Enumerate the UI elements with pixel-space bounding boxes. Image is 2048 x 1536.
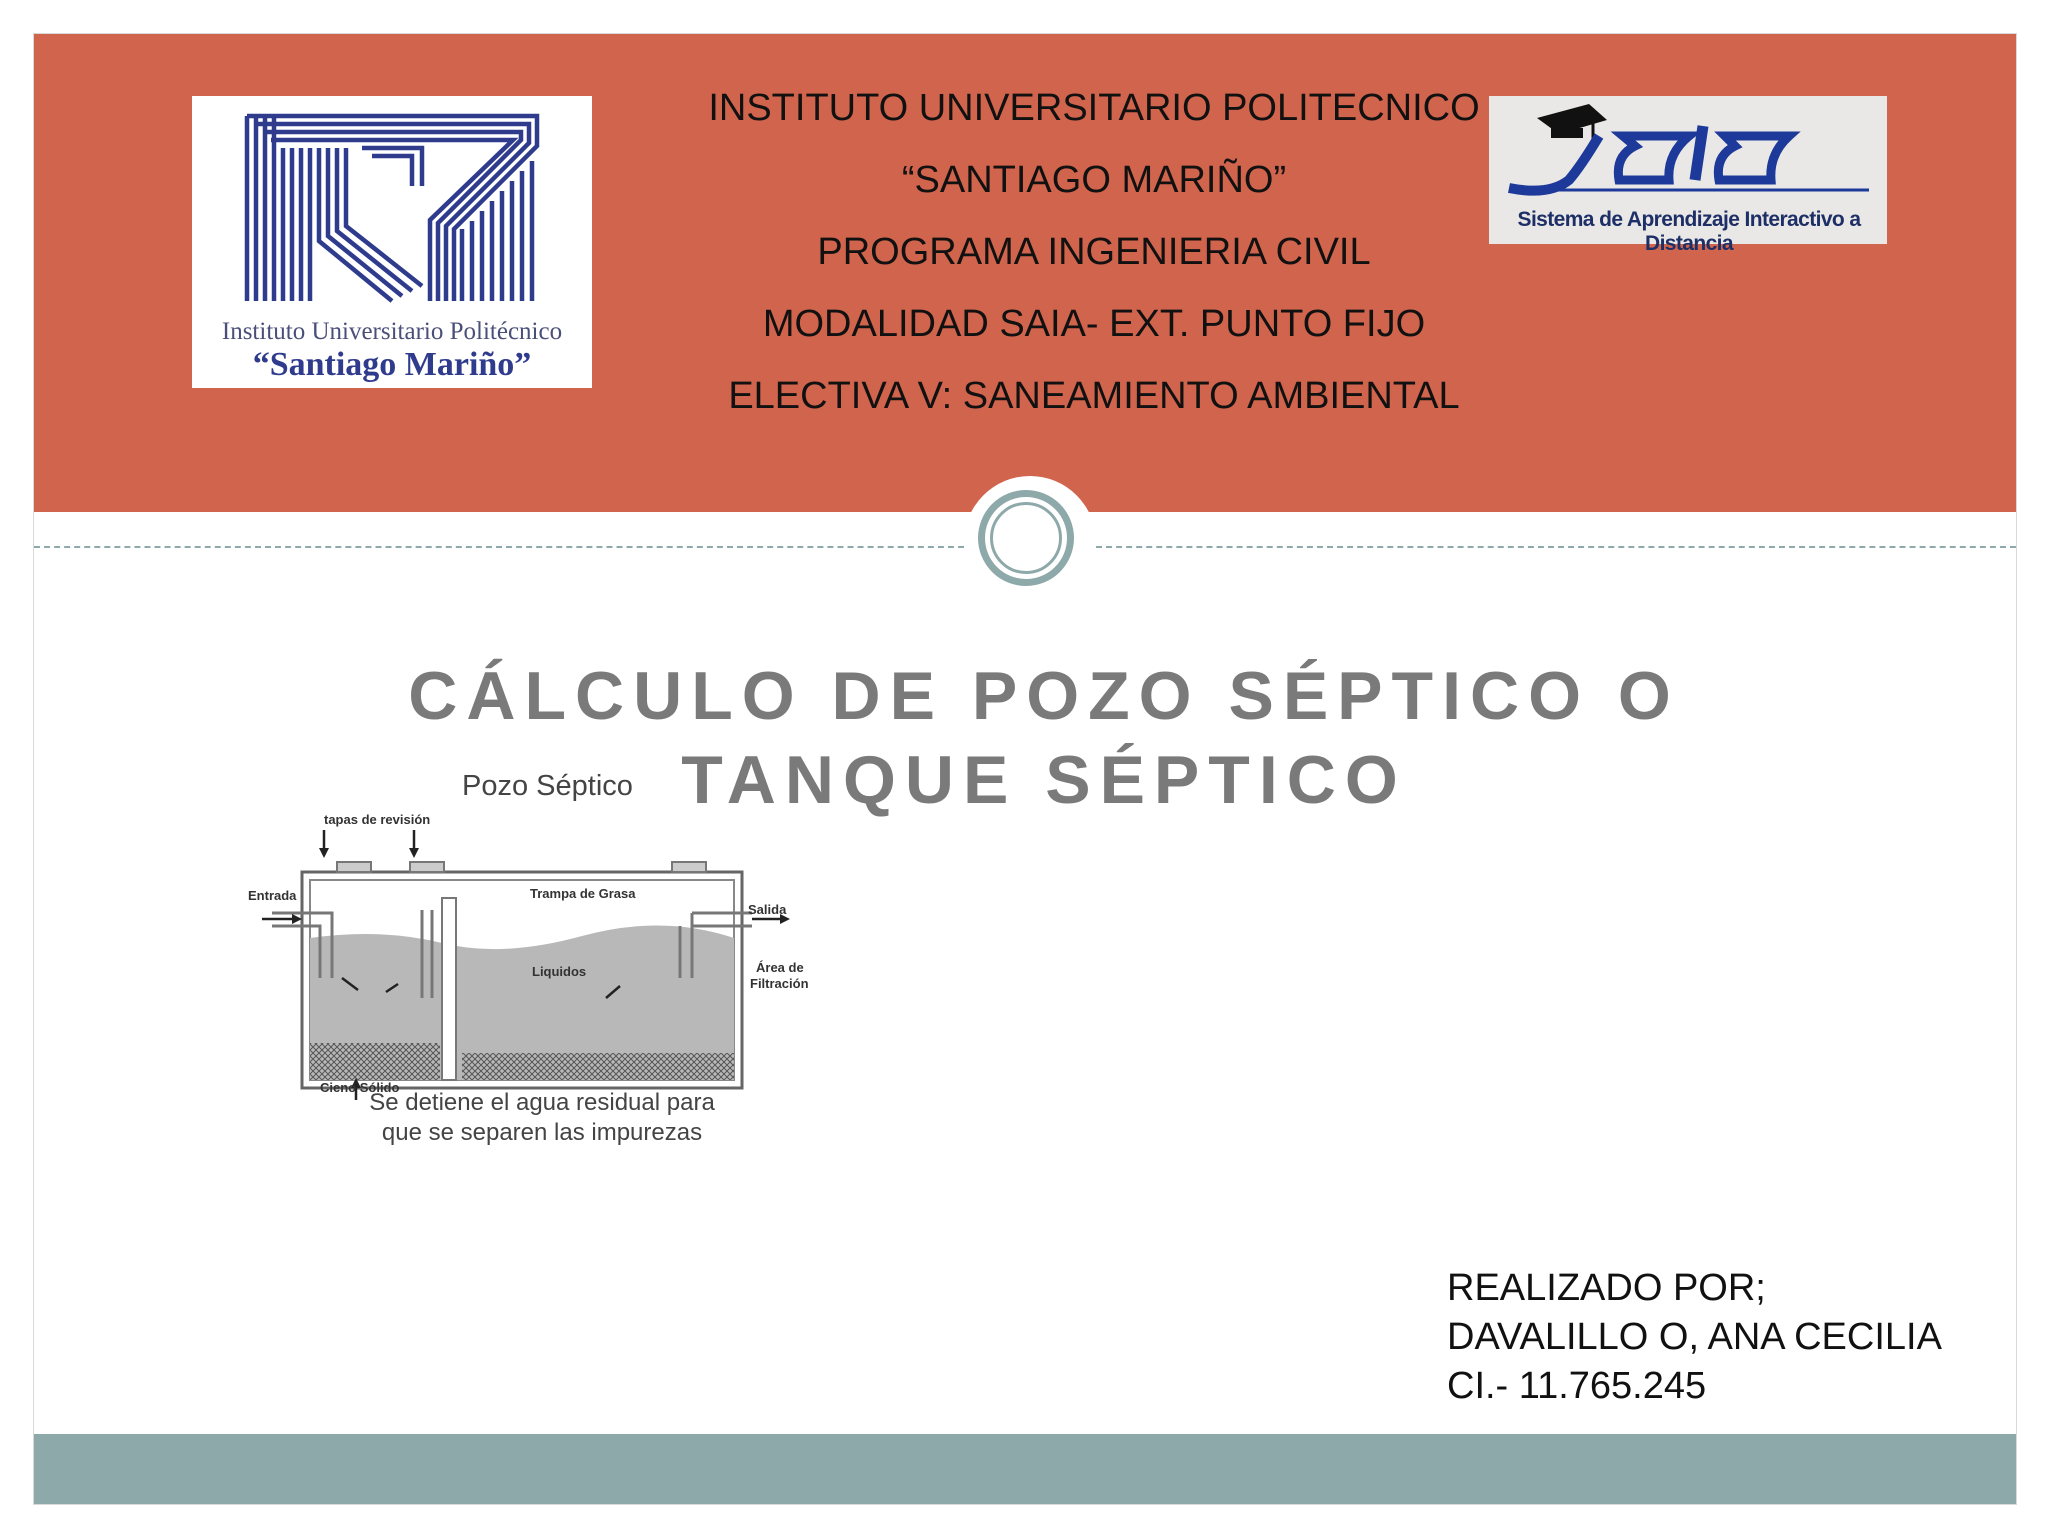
saia-logo	[1489, 96, 1887, 255]
title-line1: CÁLCULO DE POZO SÉPTICO O	[408, 658, 1680, 734]
caption-line2: que se separen las impurezas	[381, 1119, 703, 1146]
slide	[33, 33, 2017, 1505]
header-line-modality: MODALIDAD SAIA- EXT. PUNTO FIJO	[762, 303, 1426, 345]
credits-heading: REALIZADO POR;	[1447, 1267, 1766, 1309]
label-liquidos: Liquidos	[532, 964, 587, 979]
label-area1: Área de	[756, 960, 804, 975]
diagram-caption	[342, 1088, 742, 1148]
institute-logo-line1: Instituto Universitario Politécnico	[221, 318, 563, 345]
credits-block	[1447, 1264, 1942, 1411]
institute-logo	[192, 96, 592, 388]
divider-circle-inner	[990, 502, 1062, 574]
label-entrada: Entrada	[248, 888, 297, 903]
septic-tank-diagram	[248, 738, 862, 1168]
footer-band	[34, 1434, 2016, 1504]
label-tapas: tapas de revisión	[324, 812, 431, 827]
divider-left	[34, 546, 964, 548]
header-line-institute: INSTITUTO UNIVERSITARIO POLITECNICO	[708, 87, 1480, 129]
header-line-name: “SANTIAGO MARIÑO”	[901, 159, 1287, 201]
label-area2: Filtración	[750, 976, 809, 991]
label-trampa: Trampa de Grasa	[530, 886, 636, 901]
header-line-elective: ELECTIVA V: SANEAMIENTO AMBIENTAL	[728, 375, 1460, 417]
header-line-program: PROGRAMA INGENIERIA CIVIL	[817, 231, 1371, 273]
label-cieno: Cieno Sólido	[320, 1080, 400, 1095]
diagram-title: Pozo Séptico	[462, 770, 633, 802]
caption-line1: Se detiene el agua residual para	[369, 1089, 715, 1116]
header-text-block	[654, 72, 1534, 432]
title-line2: TANQUE SÉPTICO	[681, 742, 1407, 818]
divider-right	[1096, 546, 2016, 548]
label-salida: Salida	[748, 902, 787, 917]
credits-id: CI.- 11.765.245	[1447, 1365, 1707, 1407]
institute-logo-line2: “Santiago Mariño”	[252, 346, 532, 383]
credits-author: DAVALILLO O, ANA CECILIA	[1447, 1316, 1942, 1358]
saia-subtitle: Sistema de Aprendizaje Interactivo a Distancia	[1517, 208, 1861, 255]
